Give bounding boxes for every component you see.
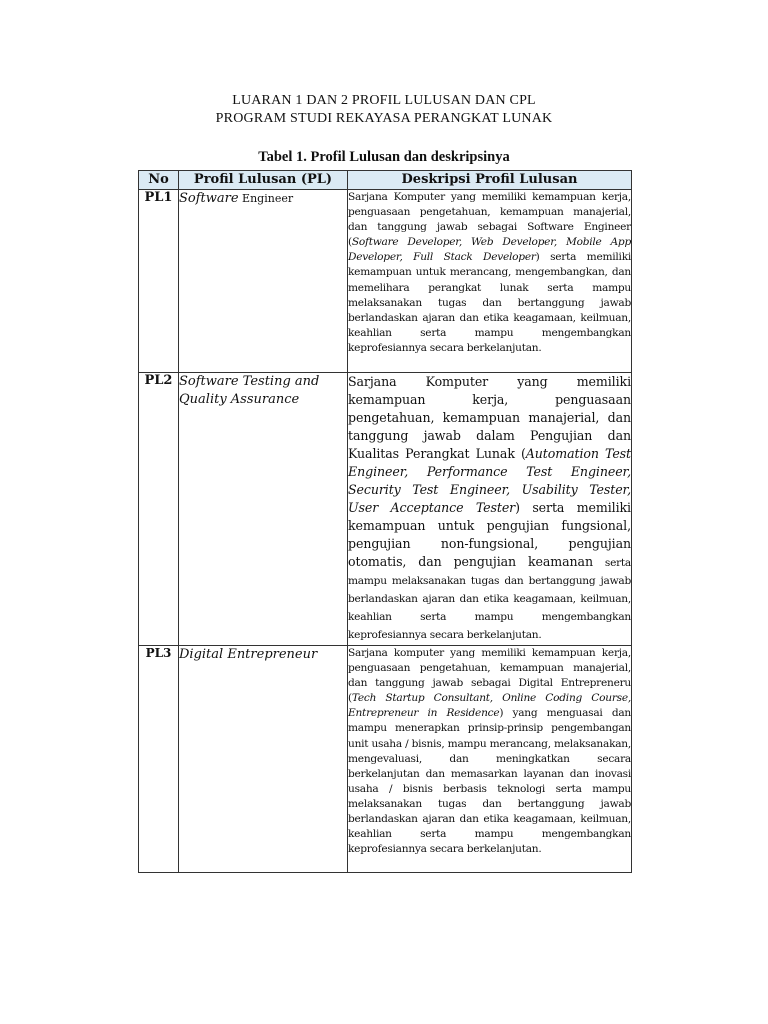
document-title-line2: PROGRAM STUDI REKAYASA PERANGKAT LUNAK bbox=[215, 111, 553, 126]
profil-text-italic: Software bbox=[179, 191, 239, 206]
table-row-pl2 bbox=[139, 373, 632, 646]
row-profil: Software Testing and Quality Assurance bbox=[179, 373, 348, 646]
row-profil: Digital Entrepreneur bbox=[179, 646, 348, 873]
desc-part-a: Sarjana Komputer yang memiliki kemampuan kerja, penguasaan pengetahuan, kemampuan manajerial, dan tanggung jawab dalam Pengujian dan Kualitas Perangkat Lunak ( bbox=[348, 374, 631, 461]
table-header-row bbox=[139, 171, 632, 190]
table-row-pl1 bbox=[139, 190, 632, 373]
profil-text-normal: Engineer bbox=[238, 192, 294, 205]
row-deskripsi bbox=[348, 373, 632, 646]
table-row-pl3 bbox=[139, 646, 632, 873]
desc-part-b: Automation Test Engineer, Performance Test Engineer, Security Test Engineer, Usability Tester, User Acceptance Tester bbox=[348, 446, 631, 515]
table-caption: Tabel 1. Profil Lulusan dan deskripsinya bbox=[258, 149, 510, 165]
row-profil bbox=[179, 190, 348, 373]
row-no: PL1 bbox=[139, 190, 179, 373]
desc-part-b: Tech Startup Consultant, Online Coding Course, Entrepreneur in Residence bbox=[348, 692, 631, 720]
row-no: PL2 bbox=[139, 373, 179, 646]
desc-part-c: ) serta memiliki kemampuan untuk pengujian fungsional, pengujian non-fungsional, pengujian otomatis, dan pengujian keamanan bbox=[348, 500, 631, 569]
desc-part-d: serta mampu melaksanakan tugas dan bertanggung jawab berlandaskan ajaran dan etika keagamaan, keilmuan, keahlian serta mampu mengembangkan keprofesiannya secara berkelanjutan. bbox=[348, 557, 631, 641]
desc-part-a: Sarjana Komputer yang memiliki kemampuan kerja, penguasaan pengetahuan, kemampuan manajerial, dan tanggung jawab sebagai Software Engineer ( bbox=[348, 191, 631, 249]
desc-part-c: ) yang menguasai dan mampu menerapkan prinsip-prinsip pengembangan unit usaha / bisnis, mampu merancang, melaksanakan, mengevaluasi, dan meningkatkan secara berkelanjutan dan memasarkan layanan dan inovasi usaha / bisnis berbasis teknologi serta mampu melaksanakan tugas dan bertanggung jawab berlandaskan ajaran dan etika keagamaan, keilmuan, keahlian serta mampu mengembangkan keprofesiannya secara berkelanjutan. bbox=[348, 707, 631, 856]
profil-lulusan-table bbox=[138, 170, 632, 873]
header-profil: Profil Lulusan (PL) bbox=[179, 171, 348, 190]
row-deskripsi bbox=[348, 190, 632, 373]
document-title-line1: LUARAN 1 DAN 2 PROFIL LULUSAN DAN CPL bbox=[232, 93, 536, 108]
header-no: No bbox=[139, 171, 179, 190]
desc-part-a: Sarjana komputer yang memiliki kemampuan kerja, penguasaan pengetahuan, kemampuan manajerial, dan tanggung jawab sebagai Digital Entrepreneru ( bbox=[348, 647, 631, 705]
row-deskripsi bbox=[348, 646, 632, 873]
desc-part-b: Software Developer, Web Developer, Mobile App Developer, Full Stack Developer bbox=[348, 236, 631, 264]
header-deskripsi: Deskripsi Profil Lulusan bbox=[348, 171, 632, 190]
desc-part-c: ) serta memiliki kemampuan untuk merancang, mengembangkan, dan memelihara perangkat lunak serta mampu melaksanakan tugas dan bertanggung jawab berlandaskan ajaran dan etika keagamaan, keilmuan, keahlian serta mampu mengembangkan keprofesiannya secara berkelanjutan. bbox=[348, 251, 632, 354]
row-no: PL3 bbox=[139, 646, 179, 873]
